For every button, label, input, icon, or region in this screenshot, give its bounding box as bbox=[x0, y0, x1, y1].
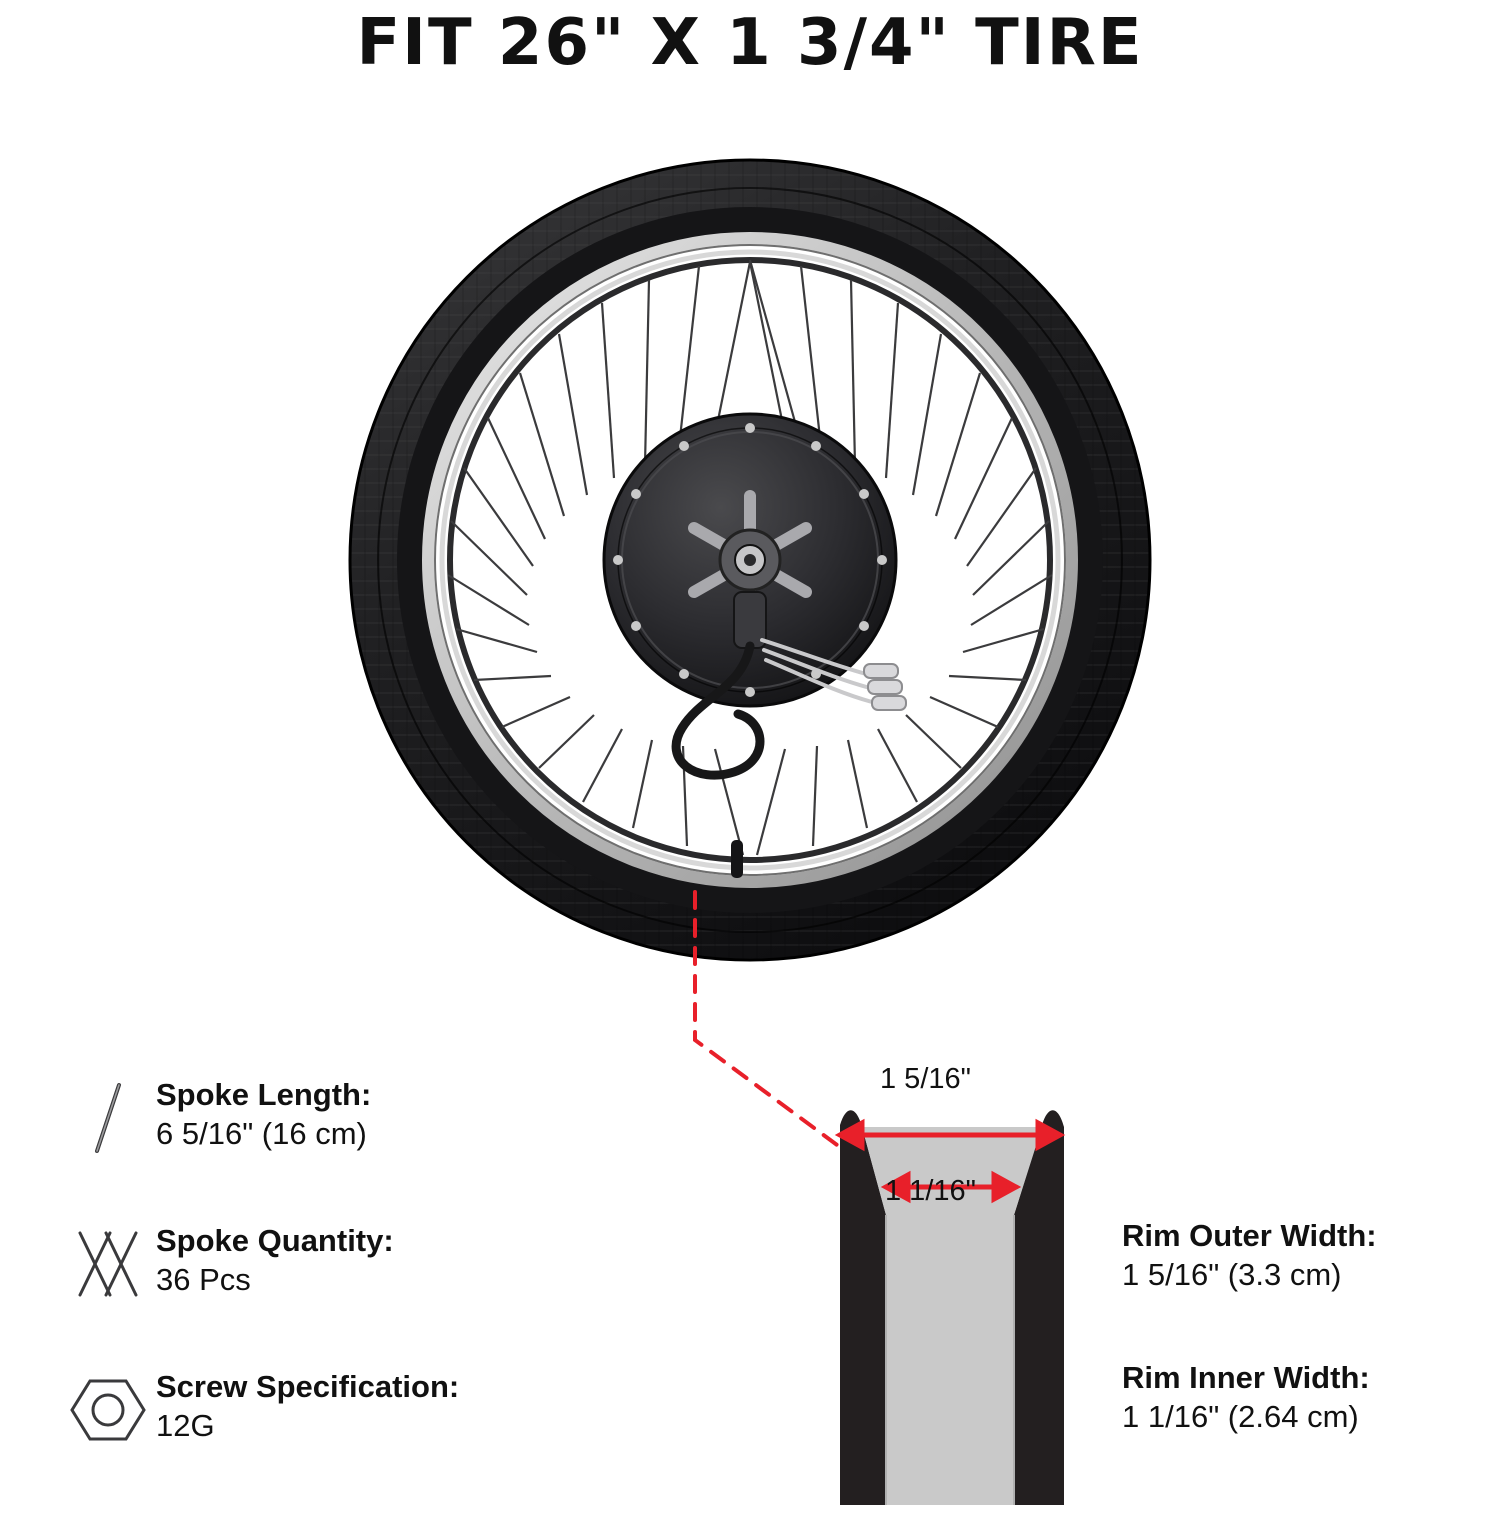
spec-title: Screw Specification: bbox=[156, 1369, 460, 1404]
spec-value: 12G bbox=[156, 1407, 215, 1443]
rim-cross-section-diagram bbox=[800, 1065, 1100, 1505]
spoke-length-icon bbox=[60, 1075, 156, 1161]
spec-title: Spoke Quantity: bbox=[156, 1223, 394, 1258]
spec-item-rim-inner-width bbox=[1122, 1360, 1482, 1437]
spec-item-spoke-quantity bbox=[60, 1221, 580, 1307]
spoke-quantity-icon bbox=[60, 1221, 156, 1307]
rim-outer-dimension-label: 1 5/16" bbox=[880, 1063, 971, 1095]
spec-value: 6 5/16" (16 cm) bbox=[156, 1115, 367, 1151]
spec-value: 36 Pcs bbox=[156, 1261, 251, 1297]
spec-value: 1 5/16" (3.3 cm) bbox=[1122, 1256, 1342, 1292]
rim-inner-dimension-label: 1 1/16" bbox=[885, 1175, 976, 1207]
spec-title: Spoke Length: bbox=[156, 1077, 372, 1112]
wheel-svg bbox=[330, 140, 1170, 980]
spec-item-screw-specification bbox=[60, 1367, 580, 1453]
spec-title: Rim Inner Width: bbox=[1122, 1360, 1370, 1395]
spec-title: Rim Outer Width: bbox=[1122, 1218, 1377, 1253]
spec-item-spoke-length bbox=[60, 1075, 580, 1161]
spec-value: 1 1/16" (2.64 cm) bbox=[1122, 1398, 1359, 1434]
screw-hex-icon bbox=[60, 1367, 156, 1453]
page-title: FIT 26" X 1 3/4" TIRE bbox=[356, 6, 1144, 80]
spec-item-rim-outer-width bbox=[1122, 1218, 1482, 1295]
spec-list bbox=[60, 1075, 580, 1513]
wheel-illustration bbox=[330, 140, 1170, 980]
